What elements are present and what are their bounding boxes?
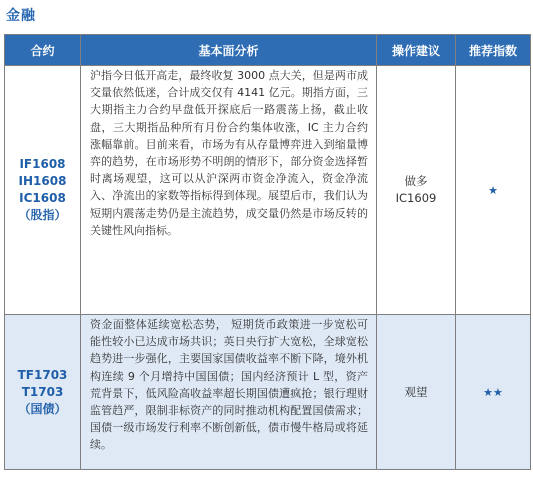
contract-code: TF1703 xyxy=(17,367,68,382)
advice-action: 做多 xyxy=(404,174,428,188)
contract-cell xyxy=(5,66,81,315)
advice-contract: IC1609 xyxy=(395,191,437,205)
table-row-stock-index xyxy=(5,66,531,315)
table-row-treasury xyxy=(5,315,531,470)
contract-code: IH1608 xyxy=(18,174,67,188)
header-contract: 合约 xyxy=(5,35,81,66)
contract-code: T1703 xyxy=(21,384,64,399)
contract-code: IC1608 xyxy=(19,191,66,205)
rating-star-icon: ★★ xyxy=(456,315,531,470)
header-rating: 推荐指数 xyxy=(456,35,531,66)
contract-cell xyxy=(5,315,81,470)
contract-code: IF1608 xyxy=(19,157,66,171)
contract-category: （国债） xyxy=(18,401,67,416)
table-header-row xyxy=(5,35,531,66)
rating-star-icon: ★ xyxy=(456,66,531,315)
section-title: 金融 xyxy=(6,8,36,24)
finance-table xyxy=(4,34,531,470)
advice-action: 观望 xyxy=(404,384,428,399)
header-advice: 操作建议 xyxy=(377,35,456,66)
header-analysis: 基本面分析 xyxy=(81,35,377,66)
analysis-cell: 资金面整体延续宽松态势， 短期货币政策进一步宽松可能性较小已达成市场共识；英日央行扩大宽松，全球宽松趋势进一步强化，主要国家国债收益率不断下降，境外机构连续 9 个月增持中国国债；国内经济预计 L 型，资产荒背景下，低风险高收益率超长期国债遭疯抢；银行理财监管趋严，限制非标资产的同时推动机构配置国债需求；国债一级市场发行利率不断创新低，债市慢牛格局或将延续。 xyxy=(81,315,377,470)
contract-category: （股指） xyxy=(18,208,67,222)
analysis-cell: 沪指今日低开高走，最终收复 3000 点大关，但是两市成交量依然低迷，合计成交仅有 4141 亿元。期指方面，三大期指主力合约早盘低开探底后一路震荡上扬，截止收盘，三大期指品种所有月份合约集体收涨，IC 主力合约涨幅靠前。目前来看，市场为有从存量博弈进入到缩量博弈的趋势，在市场形势不明朗的情形下，部分资金选择暂时离场观望，这可以从沪深两市资金净流入，资金净流入、净流出的家数等指标得到体现。展望后市，我们认为短期内震荡走势仍是主流趋势，成交量仍然是市场反转的关键性风向指标。 xyxy=(81,66,377,315)
advice-cell xyxy=(377,315,456,470)
advice-cell xyxy=(377,66,456,315)
